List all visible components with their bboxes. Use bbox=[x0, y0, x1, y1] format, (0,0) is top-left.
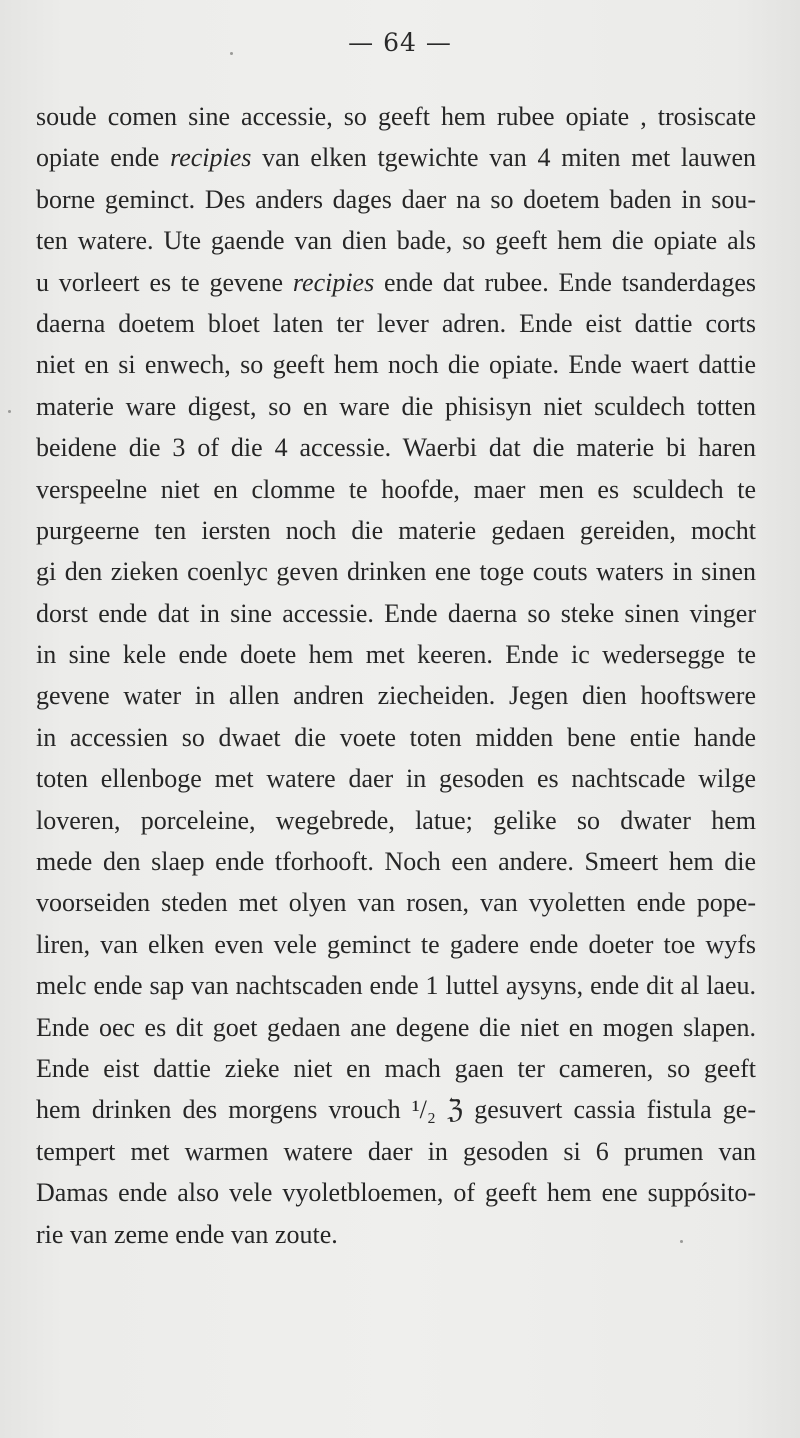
page-number: — 64 — bbox=[348, 28, 452, 57]
text-line: hem drinken des morgens vrouch ¹/₂ ℨ gesuvert cassia fistula ge- bbox=[36, 1095, 756, 1125]
text-line: verspeelne niet en clomme te hoofde, maer men es sculdech te bbox=[36, 474, 756, 504]
text-line: toten ellenboge met watere daer in gesoden es nachtscade wilge bbox=[36, 764, 756, 794]
text-line: soude comen sine accessie, so geeft hem rubee opiate , trosiscate bbox=[36, 102, 756, 131]
text-line: materie ware digest, so en ware die phisisyn niet sculdech totten bbox=[36, 391, 756, 421]
text-line: purgeerne ten iersten noch die materie gedaen gereiden, mocht bbox=[36, 515, 756, 545]
text-line: in sine kele ende doete hem met keeren. Ende ic wedersegge te bbox=[36, 640, 756, 670]
text-line: Ende oec es dit goet gedaen ane degene die niet en mogen slapen. bbox=[36, 1012, 756, 1042]
text-line: mede den slaep ende tforhooft. Noch een andere. Smeert hem die bbox=[36, 847, 756, 877]
text-line: beidene die 3 of die 4 accessie. Waerbi dat die materie bi haren bbox=[36, 433, 756, 463]
italic-term: recipies bbox=[170, 143, 252, 173]
text-line: borne geminct. Des anders dages daer na so doetem baden in sou- bbox=[36, 184, 756, 214]
text-line: daerna doetem bloet laten ter lever adren. Ende eist dattie corts bbox=[36, 308, 756, 338]
paper-speck bbox=[8, 410, 11, 413]
text-line: niet en si enwech, so geeft hem noch die opiate. Ende waert dattie bbox=[36, 350, 756, 380]
text-line: in accessien so dwaet die voete toten midden bene entie hande bbox=[36, 722, 756, 752]
text-line: tempert met warmen watere daer in gesoden si 6 prumen van bbox=[36, 1136, 756, 1166]
text-line: melc ende sap van nachtscaden ende 1 luttel aysyns, ende dit al laeu. bbox=[36, 971, 756, 1001]
paper-speck bbox=[230, 52, 233, 55]
body-text bbox=[36, 96, 756, 1255]
text-line: ten watere. Ute gaende van dien bade, so geeft hem die opiate als bbox=[36, 226, 756, 256]
text-line: opiate ende recipies van elken tgewichte van 4 miten met lauwen bbox=[36, 143, 757, 173]
text-line: Damas ende also vele vyoletbloemen, of geeft hem ene suppósito- bbox=[36, 1178, 756, 1208]
text-line: dorst ende dat in sine accessie. Ende daerna so steke sinen vinger bbox=[36, 598, 756, 628]
paper-speck bbox=[680, 1240, 683, 1243]
text-line: u vorleert es te gevene recipies ende dat rubee. Ende tsanderdages bbox=[36, 267, 756, 297]
text-line: gi den zieken coenlyc geven drinken ene toge couts waters in sinen bbox=[36, 557, 756, 587]
text-line: loveren, porceleine, wegebrede, latue; gelike so dwater hem bbox=[36, 805, 756, 835]
text-line: voorseiden steden met olyen van rosen, van vyoletten ende pope- bbox=[36, 888, 756, 918]
text-line: rie van zeme ende van zoute. bbox=[36, 1219, 338, 1249]
text-line: gevene water in allen andren ziecheiden. Jegen dien hooftswere bbox=[36, 681, 756, 711]
text-line: liren, van elken even vele geminct te gadere ende doeter toe wyfs bbox=[36, 929, 756, 959]
italic-term: recipies bbox=[292, 267, 375, 297]
text-line: Ende eist dattie zieke niet en mach gaen ter cameren, so geeft bbox=[36, 1053, 756, 1083]
